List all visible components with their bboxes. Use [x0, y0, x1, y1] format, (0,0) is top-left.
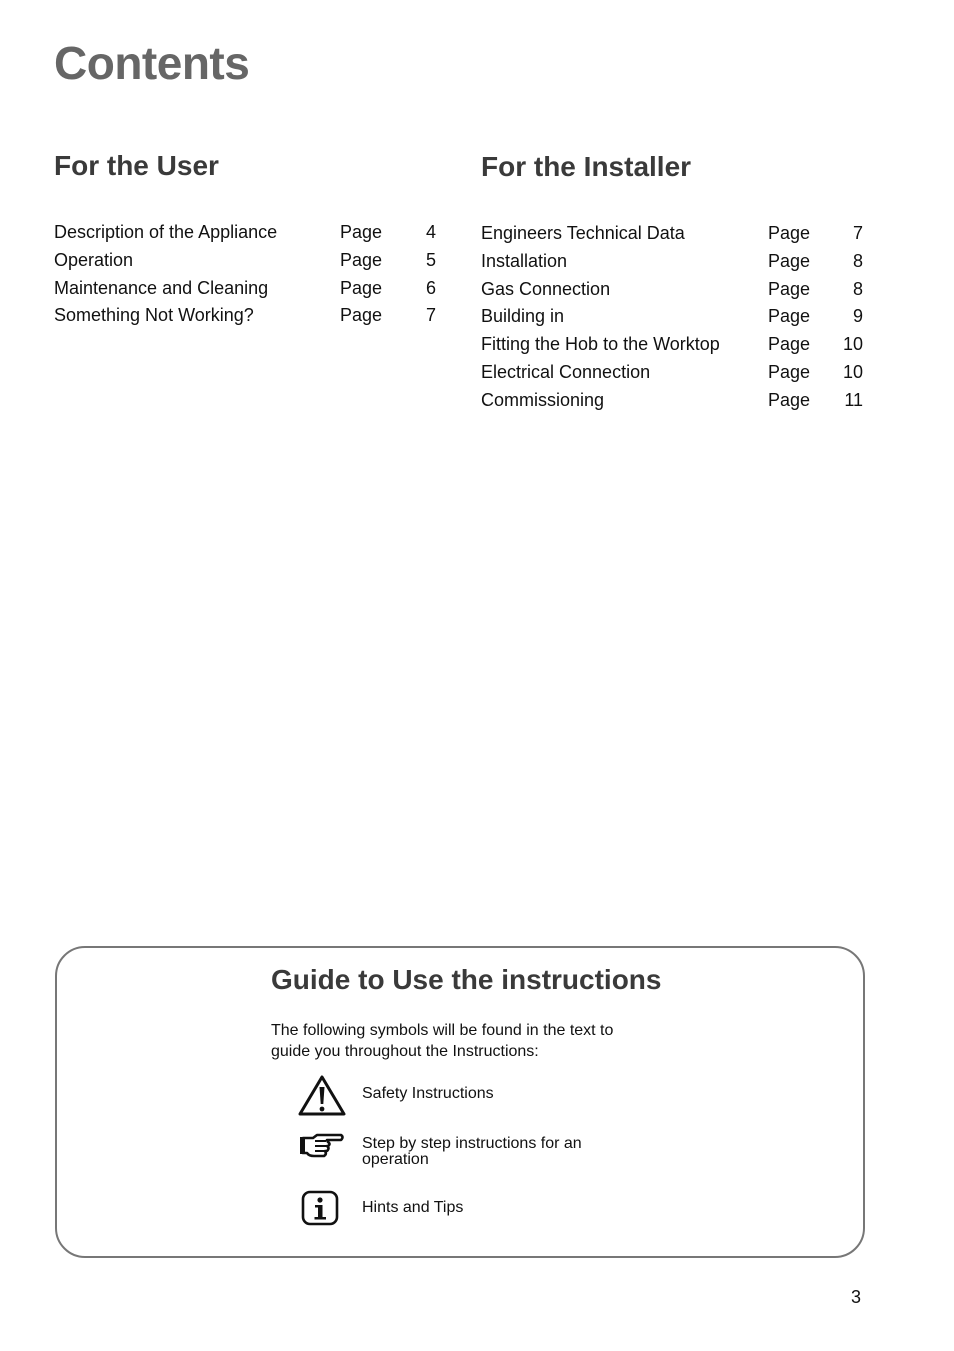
- toc-entry-page-label: Page: [768, 250, 811, 271]
- toc-entry-page-label: Page: [340, 277, 383, 298]
- user-section-heading: For the User: [54, 150, 219, 181]
- guide-intro: [271, 1020, 671, 1062]
- toc-entry-something-not-working[interactable]: [54, 304, 438, 332]
- warning-triangle-icon: [297, 1074, 347, 1118]
- toc-entry-maintenance[interactable]: [54, 277, 438, 305]
- guide-box: [55, 946, 865, 1258]
- symbol-label: Hints and Tips: [362, 1199, 464, 1216]
- pointing-hand-icon: [297, 1126, 347, 1170]
- toc-entry-title: Something Not Working?: [54, 305, 254, 326]
- toc-entry-title: Installation: [481, 250, 568, 271]
- symbol-label: Safety Instructions: [362, 1085, 494, 1102]
- info-icon: [297, 1188, 347, 1232]
- toc-entry-title: Electrical Connection: [481, 361, 651, 382]
- toc-entry-page-number: 7: [425, 305, 436, 326]
- installer-section-heading: For the Installer: [481, 151, 692, 182]
- toc-entry-installation[interactable]: [481, 250, 865, 278]
- toc-entry-page-label: Page: [340, 305, 383, 326]
- guide-title: Guide to Use the instructions: [271, 964, 662, 995]
- toc-entry-description[interactable]: [54, 221, 438, 249]
- toc-entry-page-label: Page: [340, 222, 383, 242]
- toc-entry-page-number: 10: [842, 361, 863, 382]
- guide-intro-line-2: guide you throughout the Instructions:: [271, 1043, 539, 1060]
- toc-entry-technical-data[interactable]: [481, 222, 865, 250]
- toc-entry-page-number: 11: [844, 389, 863, 410]
- toc-entry-page-label: Page: [768, 306, 811, 327]
- toc-entry-title: Gas Connection: [481, 278, 611, 299]
- toc-entry-operation[interactable]: [54, 249, 438, 277]
- toc-entry-title: Building in: [481, 306, 565, 327]
- toc-entry-page-number: 8: [852, 250, 863, 271]
- toc-entry-page-number: 4: [425, 222, 436, 242]
- user-toc-list: [54, 221, 438, 332]
- toc-entry-page-label: Page: [768, 223, 811, 243]
- toc-entry-page-number: 10: [842, 334, 863, 355]
- symbol-label: [362, 1136, 662, 1168]
- toc-entry-page-label: Page: [340, 249, 383, 270]
- symbol-label-line-1: Step by step instructions for an: [362, 1135, 582, 1152]
- toc-entry-commissioning[interactable]: [481, 389, 865, 417]
- toc-entry-page-number: 6: [425, 277, 436, 298]
- toc-entry-title: Engineers Technical Data: [481, 223, 685, 243]
- toc-entry-page-label: Page: [768, 389, 811, 410]
- guide-intro-line-1: The following symbols will be found in the text to: [271, 1022, 614, 1039]
- installer-toc-list: [481, 222, 865, 417]
- toc-entry-page-number: 7: [852, 223, 863, 243]
- toc-entry-title: Commissioning: [481, 389, 605, 410]
- toc-entry-page-label: Page: [768, 361, 811, 382]
- toc-entry-title: Fitting the Hob to the Worktop: [481, 334, 720, 355]
- page-number: 3: [851, 1287, 862, 1307]
- toc-entry-building-in[interactable]: [481, 305, 865, 333]
- toc-entry-fitting-hob[interactable]: [481, 333, 865, 361]
- toc-entry-page-number: 8: [852, 278, 863, 299]
- toc-entry-page-label: Page: [768, 278, 811, 299]
- page-title: Contents: [54, 37, 250, 89]
- toc-entry-title: Operation: [54, 249, 134, 270]
- toc-entry-electrical-connection[interactable]: [481, 361, 865, 389]
- toc-entry-title: Description of the Appliance: [54, 222, 278, 242]
- toc-entry-gas-connection[interactable]: [481, 278, 865, 306]
- symbol-label-line-2: operation: [362, 1151, 429, 1168]
- toc-entry-page-number: 9: [852, 306, 863, 327]
- toc-entry-title: Maintenance and Cleaning: [54, 277, 269, 298]
- toc-entry-page-number: 5: [425, 249, 436, 270]
- toc-entry-page-label: Page: [768, 334, 811, 355]
